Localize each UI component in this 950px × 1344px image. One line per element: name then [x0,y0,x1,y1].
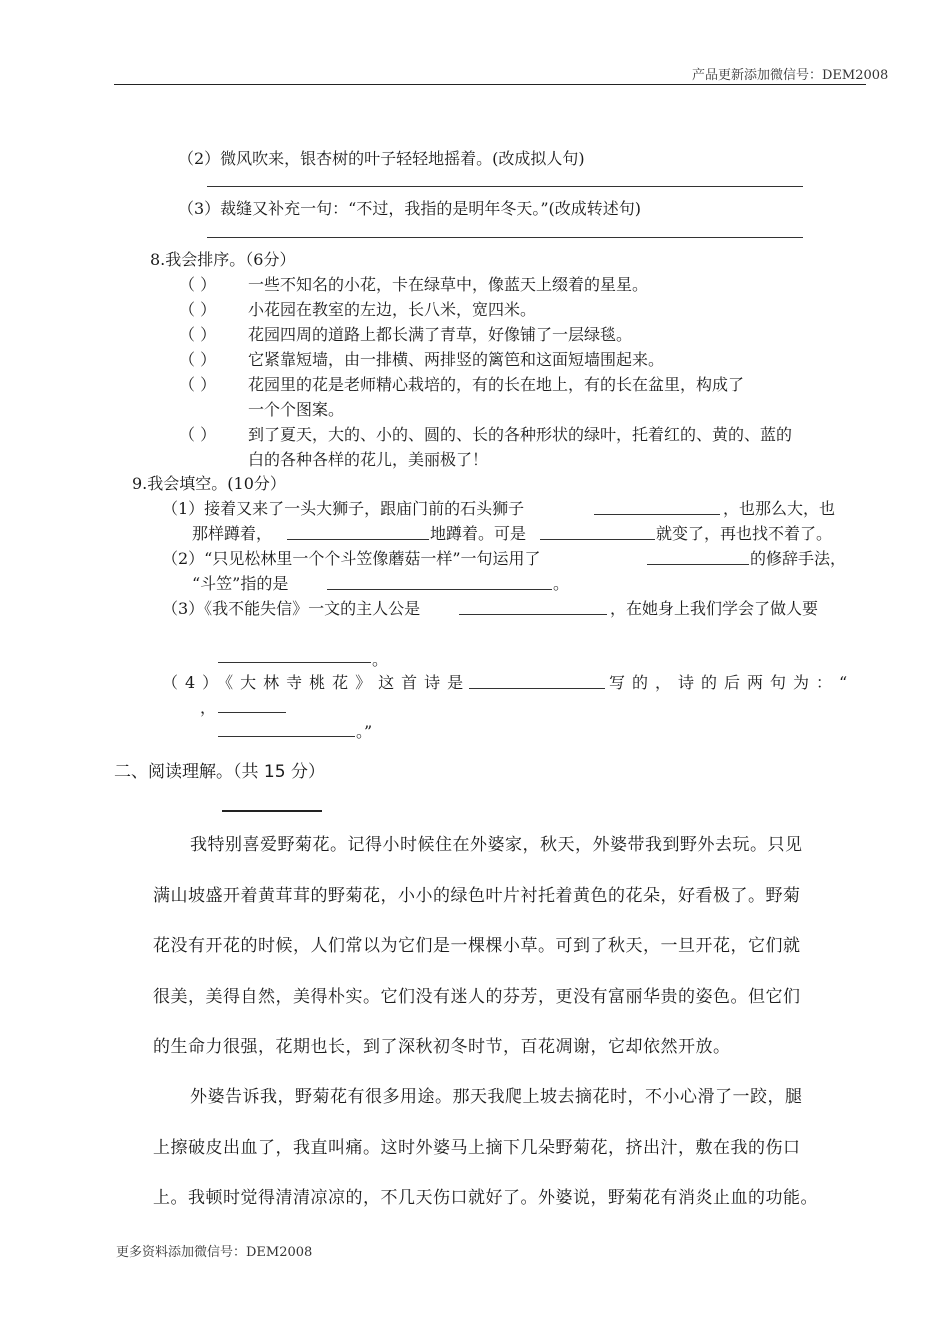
fill-blank[interactable] [218,662,371,663]
order-blank[interactable]: （ ） [179,350,217,369]
q8-sentence: 一些不知名的小花，卡在绿草中，像蓝天上缀着的星星。 [248,275,649,294]
q8-sentence: 小花园在教室的左边，长八米，宽四米。 [248,300,537,319]
q8-sentence: 花园里的花是老师精心栽培的，有的长在地上，有的长在盆里，构成了 [248,375,745,394]
fill-blank[interactable] [594,514,720,515]
fill-blank[interactable] [459,614,607,615]
section-title: 二、阅读理解。（共 15 分） [114,762,325,782]
answer-line[interactable] [207,186,803,187]
q9-2-text: 的修辞手法， [750,549,847,568]
q9-2-text: （2）“只见松林里一个个斗笠像蘑菇一样”一句运用了 [162,549,541,568]
q9-4-text: （4）《大林寺桃花》这首诗是 [162,673,471,692]
q9-1-text: 就变了，再也找不着了。 [656,524,833,543]
q8-title: 8.我会排序。（6分） [150,250,296,269]
fill-blank[interactable] [469,688,605,689]
fill-blank[interactable] [327,589,552,590]
order-blank[interactable]: （ ） [179,375,217,394]
fill-blank[interactable] [218,736,355,737]
q9-1-text: 地蹲着。可是 [430,524,527,543]
passage-line: 很美，美得自然，美得朴实。它们没有迷人的芬芳，更没有富丽华贵的姿色。但它们 [153,987,801,1007]
q9-2-text: 。 [553,574,570,593]
q8-sentence: 它紧靠短墙，由一排横、两排竖的篱笆和这面短墙围起来。 [248,350,665,369]
q9-1-text: 那样蹲着， [192,524,273,543]
passage-line: 花没有开花的时候，人们常以为它们是一棵棵小草。可到了秋天，一旦开花，它们就 [153,936,801,956]
q9-2-text: “斗笠”指的是 [192,574,289,593]
q8-sentence: 花园四周的道路上都长满了青草，好像铺了一层绿毯。 [248,325,633,344]
footer-text: 更多资料添加微信号：DEM2008 [116,1245,313,1260]
q9-1-text: （1）接着又来了一头大狮子，跟庙门前的石头狮子 [162,499,525,518]
order-blank[interactable]: （ ） [179,325,217,344]
fill-blank[interactable] [540,539,655,540]
q9-3-text: 。 [372,650,389,669]
passage-line: 我特别喜爱野菊花。记得小时候住在外婆家，秋天，外婆带我到野外去玩。只见 [190,835,803,855]
header-text: 产品更新添加微信号：DEM2008 [692,68,889,83]
q9-3-text: ，在她身上我们学会了做人要 [610,599,819,618]
fill-blank[interactable] [287,539,429,540]
q9-4-text: ， [200,698,217,717]
q7-item-2: （2）微风吹来，银杏树的叶子轻轻地摇着。(改成拟人句) [178,149,585,168]
q9-4-text: 写的，诗的后两句为：“ [609,673,855,692]
passage-line: 的生命力很强，花期也长，到了深秋初冬时节，百花凋谢，它却依然开放。 [153,1037,731,1057]
header-rule [114,84,866,85]
q9-1-text: ，也那么大，也 [723,499,836,518]
q9-3-text: （3）《我不能失信》一文的主人公是 [162,599,421,618]
q9-4-text: 。” [356,722,373,741]
passage-line: 满山坡盛开着黄茸茸的野菊花，小小的绿色叶片衬托着黄色的花朵，好看极了。野菊 [153,886,801,906]
order-blank[interactable]: （ ） [179,300,217,319]
q8-sentence-cont: 一个个图案。 [248,400,345,419]
passage-line: 上。我顿时觉得清清凉凉的，不几天伤口就好了。外婆说，野菊花有消炎止血的功能。 [153,1188,818,1208]
order-blank[interactable]: （ ） [179,275,217,294]
order-blank[interactable]: （ ） [179,425,217,444]
q8-sentence-cont: 白的各种各样的花儿，美丽极了！ [248,450,489,469]
q8-sentence: 到了夏天，大的、小的、圆的、长的各种形状的绿叶，托着红的、黄的、蓝的 [248,425,793,444]
fill-blank[interactable] [647,564,749,565]
passage-line: 上擦破皮出血了，我直叫痛。这时外婆马上摘下几朵野菊花，挤出汁，敷在我的伤口 [153,1138,801,1158]
answer-line[interactable] [207,237,803,238]
fill-blank[interactable] [218,712,286,713]
title-blank[interactable] [222,810,322,812]
passage-line: 外婆告诉我，野菊花有很多用途。那天我爬上坡去摘花时，不小心滑了一跤，腿 [190,1087,803,1107]
q9-title: 9.我会填空。(10分） [132,474,286,493]
q7-item-3: （3）裁缝又补充一句：“不过，我指的是明年冬天。”(改成转述句) [178,199,642,218]
